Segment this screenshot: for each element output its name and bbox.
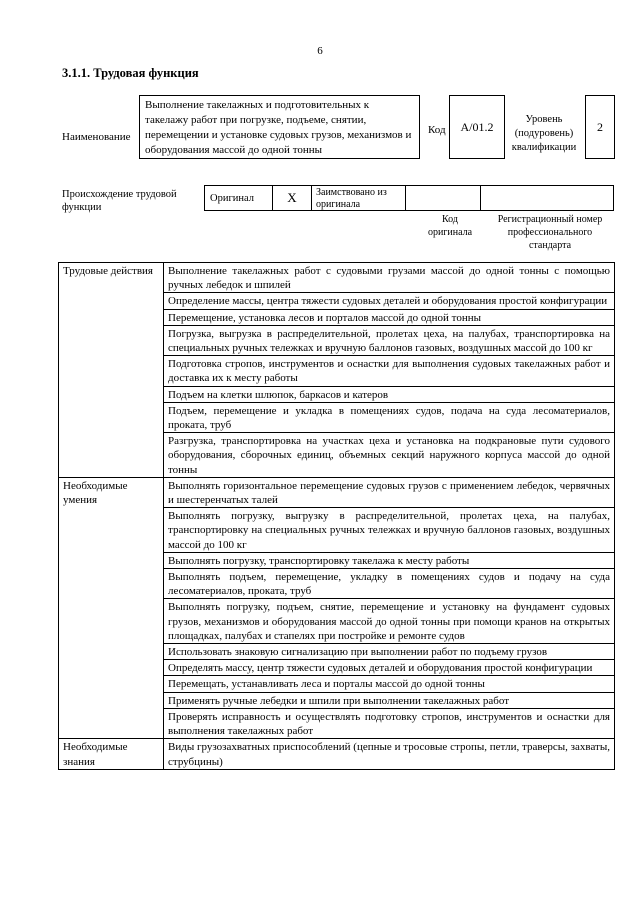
code-label: Код — [428, 124, 446, 136]
table-cell: Подъем, перемещение и укладка в помещениях судов, подача на суда лесоматериалов, проката, труб — [164, 402, 615, 432]
table-cell: Выполнять подъем, перемещение, укладку в помещениях судов и подачу на суда лесоматериалов, проката, труб — [164, 569, 615, 599]
function-details-table — [58, 262, 615, 770]
table-row — [59, 739, 615, 769]
page-number: 6 — [317, 45, 323, 57]
table-cell: Разгрузка, транспортировка на участках цеха и установка на подкрановые пути судового оборудования, сборочных единиц, объемных секций наружного корпуса массой до одной тонны — [164, 433, 615, 478]
code-value-box: A/01.2 — [449, 95, 505, 159]
table-cell: Проверять исправность и осуществлять подготовку стропов, инструментов и оснастки для выполнения такелажных работ — [164, 708, 615, 738]
original-label: Оригинал — [205, 186, 273, 210]
table-cell: Определение массы, центра тяжести судовых деталей и оборудования простой конфигурации — [164, 293, 615, 309]
section-title: 3.1.1. Трудовая функция — [62, 66, 199, 80]
table-row — [59, 477, 615, 507]
labor-actions-label: Трудовые действия — [59, 263, 164, 478]
origin-label: Происхождение трудовой функции — [62, 189, 177, 213]
origin-row — [204, 185, 614, 211]
naming-label: Наименование — [62, 131, 131, 143]
level-label: Уровень (подуровень) квалификации — [511, 114, 577, 153]
table-cell: Выполнять погрузку, выгрузку в распределительной, пролетах цеха, на палубах, транспортировку на специальных ручных тележках и вручную баллонов газовых, воздушных массой до 100 кг — [164, 508, 615, 553]
code-original-caption: Код оригинала — [427, 214, 473, 238]
required-knowledge-label: Необходимые знания — [59, 739, 164, 769]
table-cell: Перемещение, установка лесов и порталов массой до одной тонны — [164, 309, 615, 325]
table-cell: Выполнять горизонтальное перемещение судовых грузов с применением лебедок, червячных и шестеренчатых талей — [164, 477, 615, 507]
function-name-box: Выполнение такелажных и подготовительных к такелажу работ при погрузке, подъеме, снятии, перемещении и установке судовых грузов, механизмов и оборудования массой до одной тонны — [139, 95, 420, 159]
reg-number-caption: Регистрационный номер профессионального стандарта — [497, 214, 603, 251]
level-value-box: 2 — [585, 95, 615, 159]
original-mark: X — [273, 186, 312, 210]
table-cell: Использовать знаковую сигнализацию при выполнении работ по подъему грузов — [164, 644, 615, 660]
table-cell: Выполнять погрузку, транспортировку такелажа к месту работы — [164, 552, 615, 568]
borrowed-label: Заимствовано из оригинала — [312, 186, 406, 210]
table-cell: Выполнение такелажных работ с судовыми грузами массой до одной тонны с помощью ручных лебедок и шпилей — [164, 263, 615, 293]
code-original-cell — [406, 186, 481, 210]
table-cell: Виды грузозахватных приспособлений (цепные и тросовые стропы, петли, траверсы, захваты, струбцины) — [164, 739, 615, 769]
table-cell: Выполнять погрузку, подъем, снятие, перемещение и установку на фундамент судовых грузов, механизмов и оборудования массой до одной тонны при помощи кранов на открытых площадках, палубах и стапелях при постройке и ремонте судов — [164, 599, 615, 644]
table-cell: Применять ручные лебедки и шпили при выполнении такелажных работ — [164, 692, 615, 708]
table-cell: Определять массу, центр тяжести судовых деталей и оборудования простой конфигурации — [164, 660, 615, 676]
table-cell: Погрузка, выгрузка в распределительной, пролетах цеха, на палубах, транспортировка на специальных ручных тележках и вручную баллонов газовых, воздушных массой до 100 кг — [164, 325, 615, 355]
table-cell: Подготовка стропов, инструментов и оснастки для выполнения судовых такелажных работ и доставка их к месту работы — [164, 356, 615, 386]
table-cell: Перемещать, устанавливать леса и порталы массой до одной тонны — [164, 676, 615, 692]
required-skills-label: Необходимые умения — [59, 477, 164, 738]
table-cell: Подъем на клетки шлюпок, баркасов и катеров — [164, 386, 615, 402]
table-row — [59, 263, 615, 293]
